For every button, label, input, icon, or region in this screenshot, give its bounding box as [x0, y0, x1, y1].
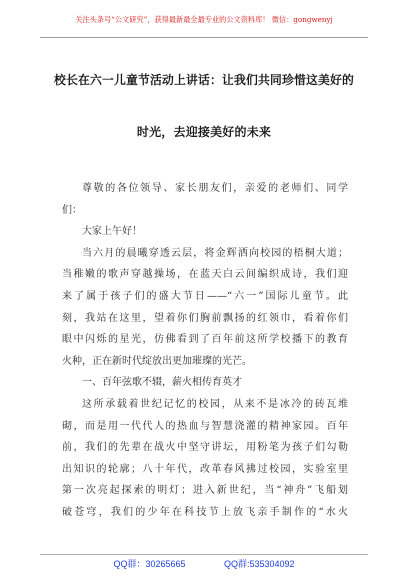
section-heading: 一、百年弦歌不辍，薪火相传育英才	[82, 377, 242, 389]
body-line: 们：	[62, 204, 82, 216]
footer-qq-group-1: QQ群：30265665	[113, 559, 186, 569]
body-line: 第一次亮起探索的明灯；进入新世纪，当“神舟”飞船划	[62, 485, 348, 497]
body-line: 破苍穹，我们的少年在科技节上放飞亲手制作的“水火	[62, 506, 348, 518]
body-line: 当稚嫩的歌声穿越操场，在蓝天白云间编织成诗，我们迎	[62, 269, 348, 281]
body-line: 这所承载着世纪记忆的校园，从来不是冰冷的砖瓦堆	[82, 398, 348, 410]
body-line: 眼中闪烁的星光，仿佛看到了百年前这所学校播下的教育	[62, 334, 348, 346]
page-header: 关注头条号“公文研究”，获得最新最全最专业的公文资料库！ 微信：gongwenyj	[75, 15, 333, 24]
body-line: 刻，我站在这里，望着你们胸前飘扬的红领巾，看着你们	[62, 312, 348, 324]
title-line-2: 时光，去迎接美好的未来	[136, 125, 272, 139]
title-line-1: 校长在六一儿童节活动上讲话：让我们共同珍惜这美好的	[54, 73, 354, 87]
body-line: 砌，而是用一代代人的热血与智慧浇灌的精神家园。百年	[62, 420, 348, 432]
body-line: 当六月的晨曦穿透云层，将金辉洒向校园的梧桐大道；	[82, 247, 348, 259]
footer-qq-group-2: QQ群:535304092	[224, 559, 295, 569]
header-divider	[40, 37, 368, 38]
body-text	[62, 178, 348, 524]
body-line: 火种，正在新时代绽放出更加璀璨的光芒。	[62, 355, 252, 367]
body-line: 大家上午好！	[82, 226, 142, 238]
body-line: 出知识的轮廓；八十年代，改革春风拂过校园，实验室里	[62, 463, 348, 475]
footer-divider	[40, 554, 368, 555]
page-footer	[40, 558, 368, 570]
body-line: 来了属于孩子们的盛大节日——“六一”国际儿童节。此	[62, 290, 348, 302]
body-line: 尊敬的各位领导、家长朋友们，亲爱的老师们、同学	[82, 183, 348, 194]
body-line: 前，我们的先辈在战火中坚守讲坛，用粉笔为孩子们勾勒	[62, 442, 348, 454]
